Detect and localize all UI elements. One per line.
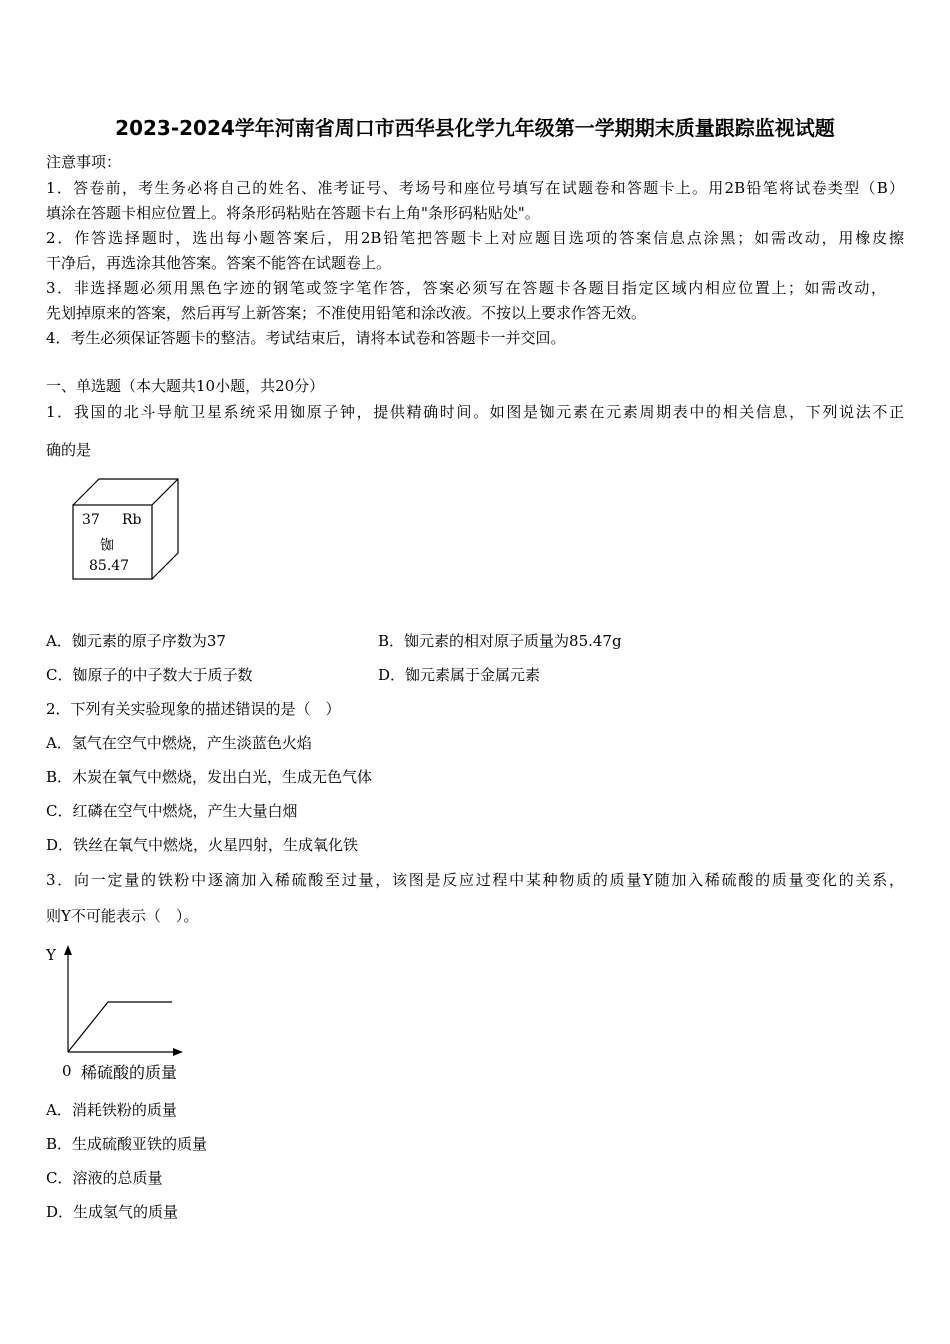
q3-option-a: A．消耗铁粉的质量: [46, 1101, 177, 1119]
q3-option-b: B．生成硫酸亚铁的质量: [46, 1135, 208, 1153]
y-axis-arrow: [64, 945, 72, 955]
graph-x-label: 稀硫酸的质量: [81, 1063, 178, 1082]
notes-heading: 注意事项：: [46, 153, 122, 171]
q3-graph: [60, 942, 190, 1062]
q3-stem: 3．向一定量的铁粉中逐滴加入稀硫酸至过量，该图是反应过程中某种物质的质量Y随加入稀硫酸的质量变化的关系，: [46, 871, 904, 889]
q1-stem: 1．我国的北斗导航卫星系统采用铷原子钟，提供精确时间。如图是铷元素在元素周期表中的相关信息，下列说法不正: [46, 403, 904, 421]
section-heading: 一、单选题（本大题共10小题，共20分）: [46, 377, 325, 395]
q3-stem-cont: 则Y不可能表示（ ）。: [46, 907, 199, 925]
q1-option-d: D．铷元素属于金属元素: [378, 666, 541, 684]
element-mass: 85.47: [89, 558, 130, 574]
graph-curve: [68, 1002, 172, 1052]
q2-option-a: A．氢气在空气中燃烧，产生淡蓝色火焰: [46, 734, 312, 752]
note-line: 3．非选择题必须用黑色字迹的钢笔或签字笔作答，答案必须写在答题卡各题目指定区域内相应位置上；如需改动，: [46, 279, 886, 297]
q2-option-d: D．铁丝在氧气中燃烧，火星四射，生成氧化铁: [46, 836, 359, 854]
q1-option-a: A．铷元素的原子序数为37: [46, 632, 226, 650]
q2-option-b: B．木炭在氧气中燃烧，发出白光，生成无色气体: [46, 768, 373, 786]
note-line: 填涂在答题卡相应位置上。将条形码粘贴在答题卡右上角"条形码粘贴处"。: [46, 204, 540, 222]
q3-option-d: D．生成氢气的质量: [46, 1203, 179, 1221]
note-line: 4．考生必须保证答题卡的整洁。考试结束后，请将本试卷和答题卡一并交回。: [46, 329, 566, 347]
element-symbol: Rb: [122, 512, 142, 528]
element-name: 铷: [100, 538, 114, 554]
graph-y-label: Y: [46, 946, 56, 964]
note-line: 先划掉原来的答案，然后再写上新答案；不准使用铅笔和涂改液。不按以上要求作答无效。: [46, 304, 647, 322]
q1-option-b: B．铷元素的相对原子质量为85.47g: [378, 632, 622, 650]
graph-origin-label: 0: [62, 1062, 72, 1080]
page-title: 2023-2024学年河南省周口市西华县化学九年级第一学期期末质量跟踪监视试题: [115, 116, 835, 140]
note-line: 干净后，再选涂其他答案。答案不能答在试题卷上。: [46, 254, 392, 272]
q1-option-c: C．铷原子的中子数大于质子数: [46, 666, 253, 684]
x-axis-arrow: [173, 1048, 183, 1056]
note-line: 1．答卷前，考生务必将自己的姓名、准考证号、考场号和座位号填写在试题卷和答题卡上。用2B铅笔将试卷类型（B）: [46, 179, 904, 197]
note-line: 2．作答选择题时，选出每小题答案后，用2B铅笔把答题卡上对应题目选项的答案信息点涂黑；如需改动，用橡皮擦: [46, 229, 904, 247]
q3-option-c: C．溶液的总质量: [46, 1169, 163, 1187]
q2-stem: 2．下列有关实验现象的描述错误的是（ ）: [46, 700, 341, 718]
q1-stem-cont: 确的是: [46, 441, 92, 459]
element-number: 37: [82, 512, 100, 528]
q2-option-c: C．红磷在空气中燃烧，产生大量白烟: [46, 802, 298, 820]
